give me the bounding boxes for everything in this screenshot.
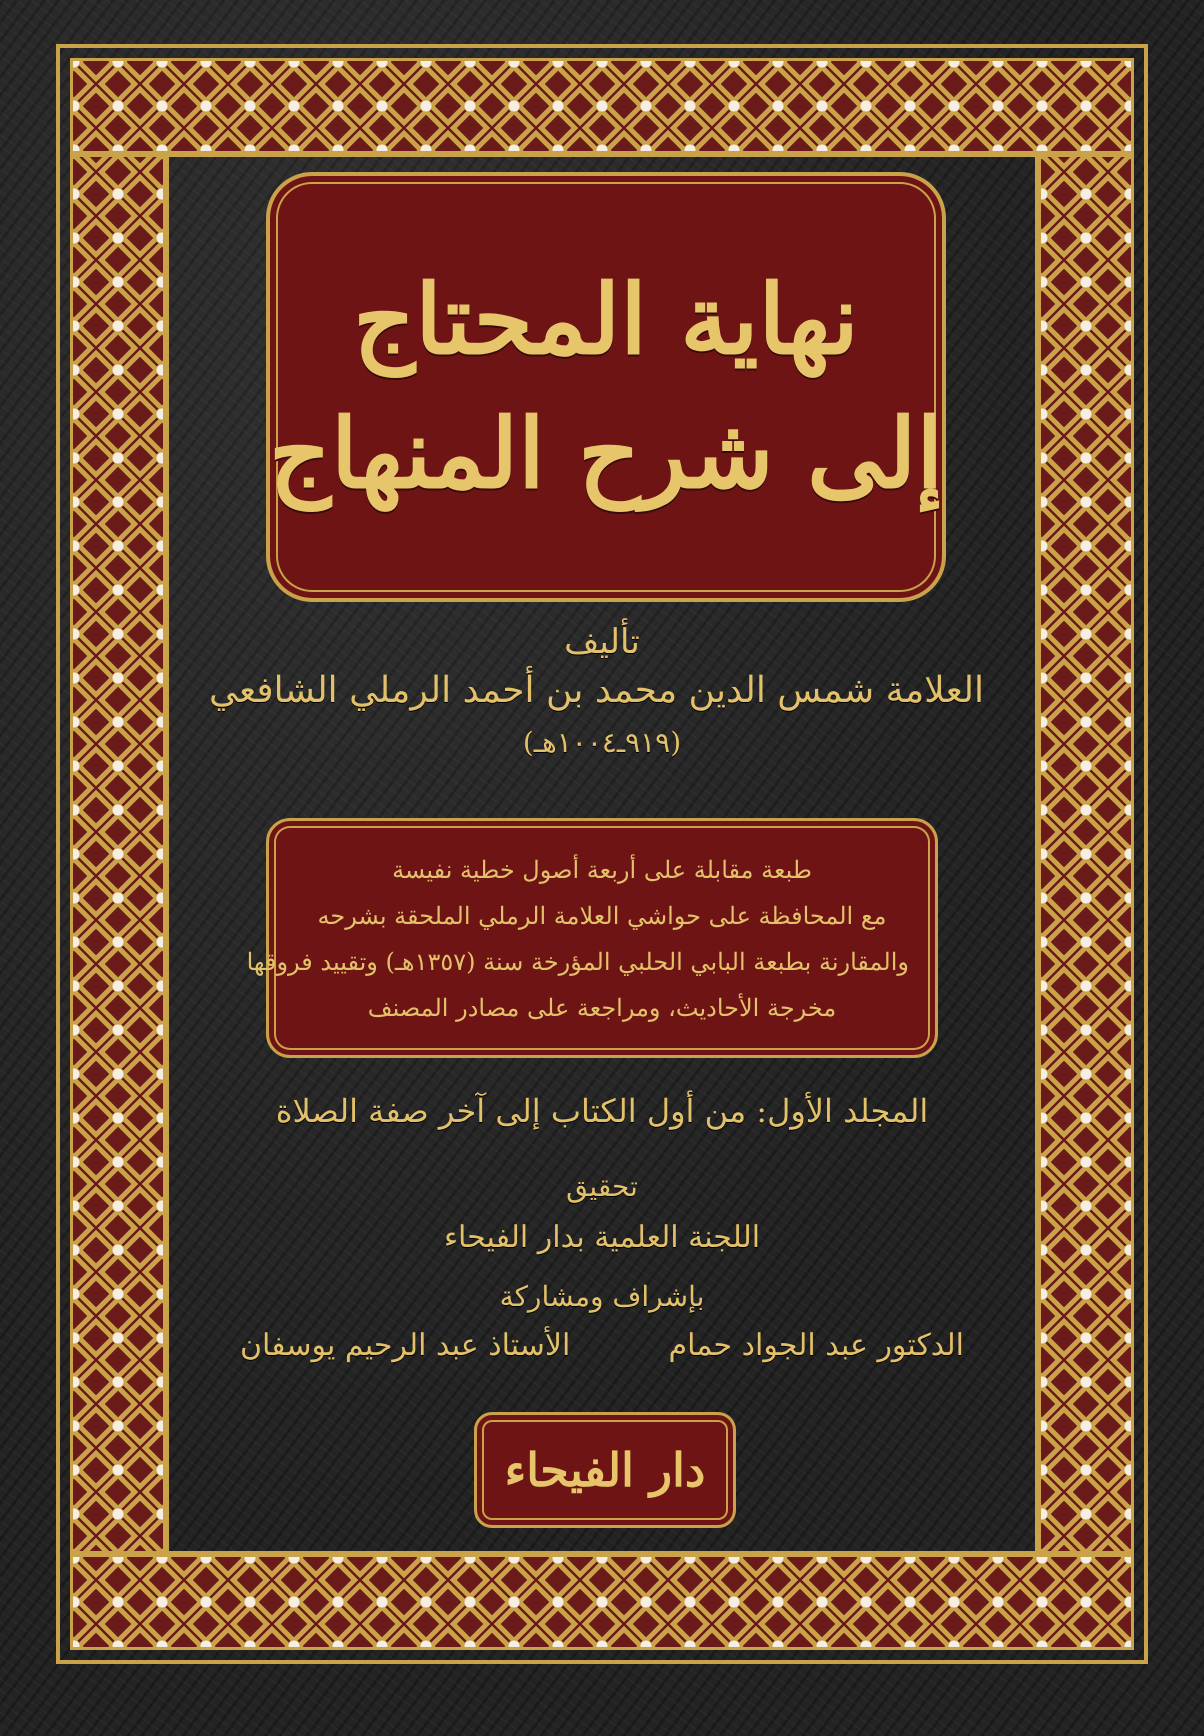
ornamental-border-bottom [70,1554,1134,1650]
supervisors-row [240,1328,964,1363]
supervision-label: بإشراف ومشاركة [499,1280,705,1313]
publisher-name: دار الفيحاء [504,1443,706,1497]
editing-label: تحقيق [566,1170,638,1203]
publisher-logo [474,1412,736,1528]
description-line: مخرجة الأحاديث، ومراجعة على مصادر المصنف [367,994,837,1022]
description-line: طبعة مقابلة على أربعة أصول خطية نفيسة [392,856,812,884]
authorship-label: تأليف [564,622,640,662]
author-name: العلامة شمس الدين محمد بن أحمد الرملي الشافعي [209,670,984,711]
author-dates: (٩١٩ـ١٠٠٤هـ) [522,726,682,759]
supervisor-name: الدكتور عبد الجواد حمام [668,1328,964,1363]
edition-description-panel [246,818,938,1058]
book-title-line-2: إلى شرح المنهاج [268,397,943,510]
ornamental-border-top [70,58,1134,154]
description-line: مع المحافظة على حواشي العلامة الرملي الملحقة بشرحه [317,902,887,930]
book-title-line-1: نهاية المحتاج [353,262,859,376]
title-panel [266,172,946,602]
supervisor-name: الأستاذ عبد الرحيم يوسفان [240,1328,571,1363]
editorial-committee: اللجنة العلمية بدار الفيحاء [443,1220,761,1255]
description-line: والمقارنة بطبعة البابي الحلبي المؤرخة سنة (١٣٥٧هـ) وتقييد فروقها [246,948,909,976]
ornamental-border-right [1038,154,1134,1554]
ornamental-border-left [70,154,166,1554]
volume-label: المجلد الأول: من أول الكتاب إلى آخر صفة الصلاة [275,1092,929,1130]
